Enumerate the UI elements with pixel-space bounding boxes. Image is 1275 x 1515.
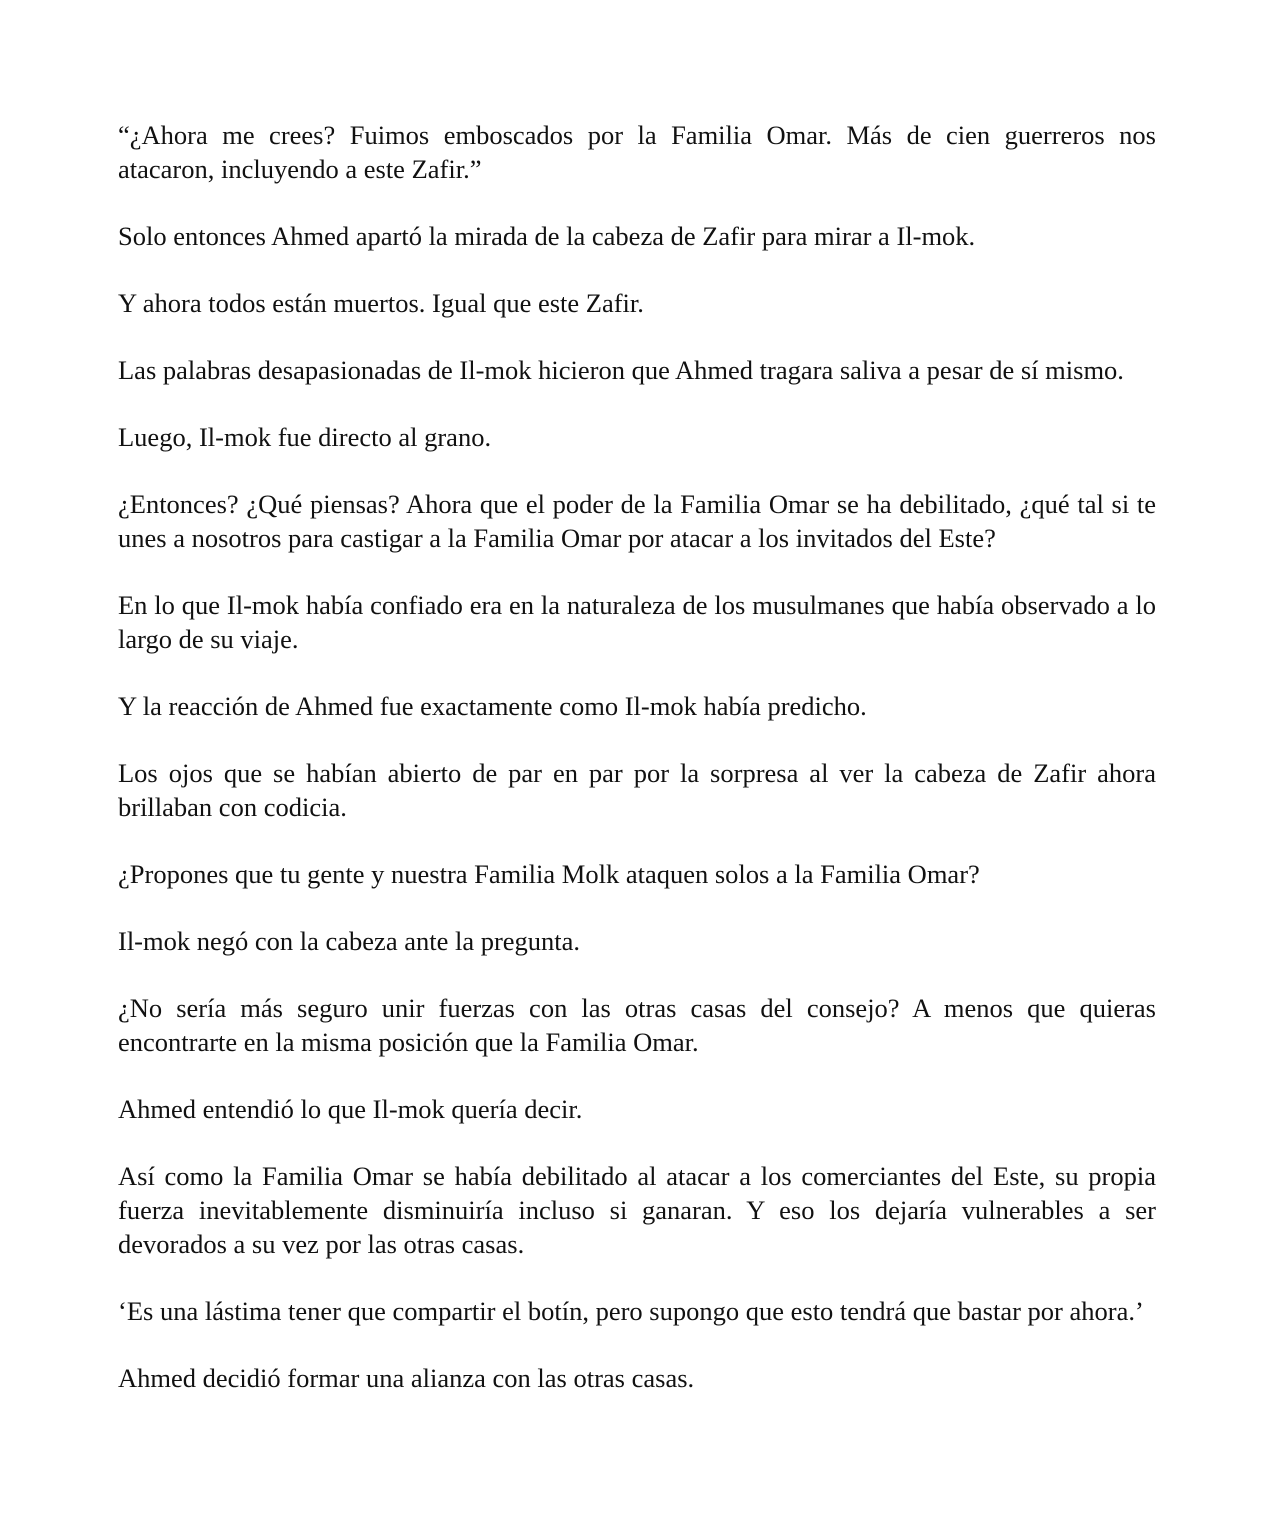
paragraph-13: Ahmed entendió lo que Il-mok quería decir.: [118, 1094, 583, 1124]
paragraph-15: ‘Es una lástima tener que compartir el botín, pero supongo que esto tendrá que bastar por ahora.’: [118, 1296, 1144, 1326]
paragraph-2: Solo entonces Ahmed apartó la mirada de la cabeza de Zafir para mirar a Il-mok.: [118, 221, 976, 251]
paragraph-11: Il-mok negó con la cabeza ante la pregunta.: [118, 926, 581, 956]
paragraph-14: Así como la Familia Omar se había debilitado al atacar a los comerciantes del Este, su propia fuerza inevitablemente disminuiría incluso si ganaran. Y eso los dejaría vulnerables a ser devorados a su vez por las otras casas.: [118, 1161, 1156, 1259]
paragraph-1: “¿Ahora me crees? Fuimos emboscados por la Familia Omar. Más de cien guerreros nos atacaron, incluyendo a este Zafir.”: [118, 120, 1156, 184]
paragraph-6: ¿Entonces? ¿Qué piensas? Ahora que el poder de la Familia Omar se ha debilitado, ¿qué tal si te unes a nosotros para castigar a la Familia Omar por atacar a los invitados del Este?: [118, 489, 1156, 553]
document-page: [118, 118, 1156, 1395]
paragraph-9: Los ojos que se habían abierto de par en par por la sorpresa al ver la cabeza de Zafir ahora brillaban con codicia.: [118, 758, 1156, 822]
paragraph-3: Y ahora todos están muertos. Igual que este Zafir.: [118, 288, 644, 318]
paragraph-4: Las palabras desapasionadas de Il-mok hicieron que Ahmed tragara saliva a pesar de sí mismo.: [118, 355, 1124, 385]
paragraph-5: Luego, Il-mok fue directo al grano.: [118, 422, 492, 452]
paragraph-8: Y la reacción de Ahmed fue exactamente como Il-mok había predicho.: [118, 691, 867, 721]
paragraph-7: En lo que Il-mok había confiado era en la naturaleza de los musulmanes que había observado a lo largo de su viaje.: [118, 590, 1156, 654]
paragraph-12: ¿No sería más seguro unir fuerzas con las otras casas del consejo? A menos que quieras encontrarte en la misma posición que la Familia Omar.: [118, 993, 1156, 1057]
paragraph-10: ¿Propones que tu gente y nuestra Familia Molk ataquen solos a la Familia Omar?: [118, 859, 980, 889]
paragraph-16: Ahmed decidió formar una alianza con las otras casas.: [118, 1363, 695, 1393]
